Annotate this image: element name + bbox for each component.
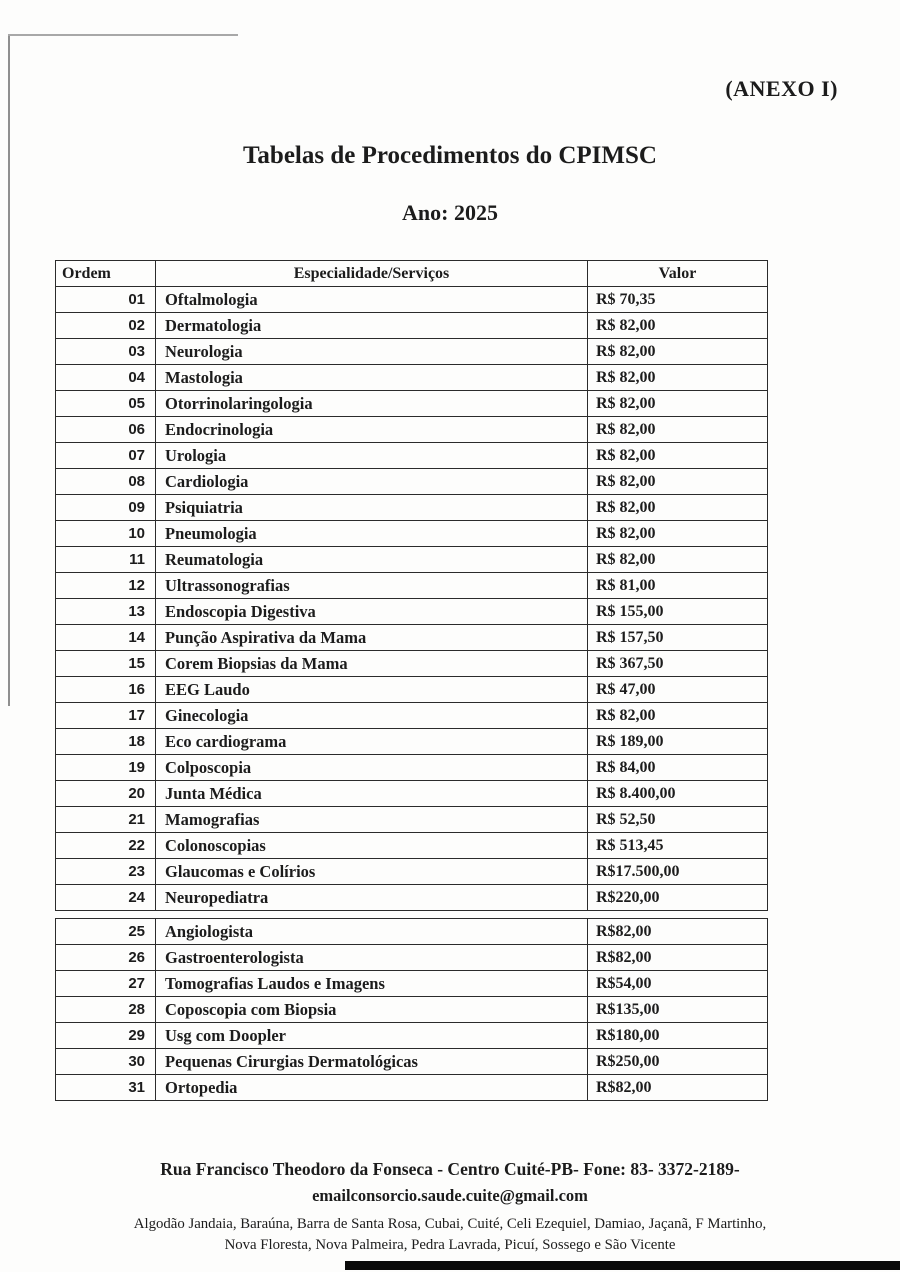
page-footer	[0, 1159, 900, 1254]
cell-especialidade: Pneumologia	[156, 521, 588, 547]
cell-valor: R$ 70,35	[588, 287, 768, 313]
cell-valor: R$ 82,00	[588, 417, 768, 443]
cell-ordem: 05	[56, 391, 156, 417]
cell-ordem: 12	[56, 573, 156, 599]
cell-ordem: 26	[56, 945, 156, 971]
cell-ordem: 25	[56, 919, 156, 945]
table-row	[56, 651, 768, 677]
header-valor: Valor	[588, 261, 768, 287]
table-row	[56, 971, 768, 997]
cell-valor: R$82,00	[588, 945, 768, 971]
cell-ordem: 24	[56, 885, 156, 911]
cell-valor: R$135,00	[588, 997, 768, 1023]
cell-especialidade: Neurologia	[156, 339, 588, 365]
document-year-subtitle: Ano: 2025	[402, 200, 498, 225]
cell-ordem: 30	[56, 1049, 156, 1075]
cell-especialidade: Colonoscopias	[156, 833, 588, 859]
table-row	[56, 391, 768, 417]
footer-email: emailconsorcio.saude.cuite@gmail.com	[312, 1186, 588, 1205]
table-row	[56, 833, 768, 859]
cell-valor: R$ 52,50	[588, 807, 768, 833]
cell-valor: R$ 82,00	[588, 391, 768, 417]
cell-ordem: 04	[56, 365, 156, 391]
cell-valor: R$ 82,00	[588, 521, 768, 547]
cell-especialidade: Ultrassonografias	[156, 573, 588, 599]
table-row	[56, 997, 768, 1023]
cell-especialidade: Eco cardiograma	[156, 729, 588, 755]
cell-especialidade: Endocrinologia	[156, 417, 588, 443]
cell-especialidade: Otorrinolaringologia	[156, 391, 588, 417]
cell-ordem: 09	[56, 495, 156, 521]
cell-valor: R$ 513,45	[588, 833, 768, 859]
table-row	[56, 599, 768, 625]
cell-valor: R$ 81,00	[588, 573, 768, 599]
table-row	[56, 547, 768, 573]
table-row	[56, 1023, 768, 1049]
cell-ordem: 13	[56, 599, 156, 625]
cell-ordem: 19	[56, 755, 156, 781]
cell-especialidade: Psiquiatria	[156, 495, 588, 521]
table-row	[56, 1049, 768, 1075]
cell-ordem: 21	[56, 807, 156, 833]
table-row	[56, 417, 768, 443]
cell-especialidade: Neuropediatra	[156, 885, 588, 911]
cell-especialidade: Mastologia	[156, 365, 588, 391]
table-row	[56, 469, 768, 495]
cell-especialidade: Ginecologia	[156, 703, 588, 729]
table-row	[56, 859, 768, 885]
cell-ordem: 16	[56, 677, 156, 703]
cell-ordem: 15	[56, 651, 156, 677]
cell-ordem: 10	[56, 521, 156, 547]
table-row	[56, 919, 768, 945]
cell-ordem: 31	[56, 1075, 156, 1101]
table-row	[56, 677, 768, 703]
cell-valor: R$ 367,50	[588, 651, 768, 677]
procedures-table-section-2	[55, 918, 768, 1101]
table-row	[56, 365, 768, 391]
cell-especialidade: Pequenas Cirurgias Dermatológicas	[156, 1049, 588, 1075]
cell-especialidade: Gastroenterologista	[156, 945, 588, 971]
cell-ordem: 28	[56, 997, 156, 1023]
cell-especialidade: Colposcopia	[156, 755, 588, 781]
cell-valor: R$ 82,00	[588, 365, 768, 391]
cell-valor: R$ 82,00	[588, 547, 768, 573]
document-title: Tabelas de Procedimentos do CPIMSC	[243, 142, 657, 169]
cell-especialidade: Junta Médica	[156, 781, 588, 807]
cell-especialidade: Urologia	[156, 443, 588, 469]
cell-ordem: 22	[56, 833, 156, 859]
cell-especialidade: Corem Biopsias da Mama	[156, 651, 588, 677]
cell-especialidade: EEG Laudo	[156, 677, 588, 703]
cell-valor: R$54,00	[588, 971, 768, 997]
cell-valor: R$ 84,00	[588, 755, 768, 781]
table-row	[56, 781, 768, 807]
table-row	[56, 729, 768, 755]
cell-especialidade: Punção Aspirativa da Mama	[156, 625, 588, 651]
procedures-table-wrapper	[55, 260, 767, 1101]
cell-valor: R$82,00	[588, 919, 768, 945]
cell-valor: R$ 82,00	[588, 339, 768, 365]
cell-especialidade: Glaucomas e Colírios	[156, 859, 588, 885]
cell-ordem: 06	[56, 417, 156, 443]
cell-valor: R$ 82,00	[588, 443, 768, 469]
procedures-table-section-1	[55, 260, 768, 911]
cell-especialidade: Coposcopia com Biopsia	[156, 997, 588, 1023]
cell-valor: R$17.500,00	[588, 859, 768, 885]
header-especialidade: Especialidade/Serviços	[156, 261, 588, 287]
table-row	[56, 339, 768, 365]
table-row	[56, 521, 768, 547]
cell-valor: R$180,00	[588, 1023, 768, 1049]
table-row	[56, 1075, 768, 1101]
cell-especialidade: Angiologista	[156, 919, 588, 945]
scan-edge-left-line	[8, 34, 10, 706]
cell-ordem: 27	[56, 971, 156, 997]
cell-ordem: 07	[56, 443, 156, 469]
table-row	[56, 287, 768, 313]
table-header-row	[56, 261, 768, 287]
cell-ordem: 01	[56, 287, 156, 313]
scan-artifact-bottom-bar	[345, 1261, 900, 1270]
table-row	[56, 625, 768, 651]
cell-ordem: 03	[56, 339, 156, 365]
cell-especialidade: Usg com Doopler	[156, 1023, 588, 1049]
cell-especialidade: Cardiologia	[156, 469, 588, 495]
cell-especialidade: Endoscopia Digestiva	[156, 599, 588, 625]
table-row	[56, 755, 768, 781]
cell-especialidade: Mamografias	[156, 807, 588, 833]
cell-valor: R$220,00	[588, 885, 768, 911]
cell-ordem: 11	[56, 547, 156, 573]
cell-ordem: 17	[56, 703, 156, 729]
footer-cities-line-1: Algodão Jandaia, Baraúna, Barra de Santa Rosa, Cubai, Cuité, Celi Ezequiel, Damiao, Jaçanã, F Martinho,	[133, 1216, 767, 1232]
cell-valor: R$ 155,00	[588, 599, 768, 625]
table-row	[56, 573, 768, 599]
cell-especialidade: Reumatologia	[156, 547, 588, 573]
annex-label: (ANEXO I)	[725, 76, 838, 101]
cell-especialidade: Ortopedia	[156, 1075, 588, 1101]
table-row	[56, 495, 768, 521]
cell-valor: R$ 82,00	[588, 703, 768, 729]
cell-valor: R$ 82,00	[588, 495, 768, 521]
cell-valor: R$ 82,00	[588, 469, 768, 495]
table-row	[56, 807, 768, 833]
header-ordem: Ordem	[56, 261, 156, 287]
cell-valor: R$ 189,00	[588, 729, 768, 755]
cell-ordem: 02	[56, 313, 156, 339]
cell-ordem: 20	[56, 781, 156, 807]
table-row	[56, 313, 768, 339]
cell-valor: R$ 8.400,00	[588, 781, 768, 807]
cell-valor: R$82,00	[588, 1075, 768, 1101]
cell-valor: R$ 82,00	[588, 313, 768, 339]
cell-especialidade: Dermatologia	[156, 313, 588, 339]
table-row	[56, 885, 768, 911]
footer-address: Rua Francisco Theodoro da Fonseca - Centro Cuité-PB- Fone: 83- 3372-2189-	[160, 1159, 740, 1179]
table-row	[56, 945, 768, 971]
table-row	[56, 443, 768, 469]
cell-valor: R$250,00	[588, 1049, 768, 1075]
scan-edge-top-line	[8, 34, 238, 36]
cell-valor: R$ 157,50	[588, 625, 768, 651]
cell-ordem: 08	[56, 469, 156, 495]
cell-valor: R$ 47,00	[588, 677, 768, 703]
cell-especialidade: Tomografias Laudos e Imagens	[156, 971, 588, 997]
cell-ordem: 14	[56, 625, 156, 651]
cell-ordem: 23	[56, 859, 156, 885]
footer-cities-line-2: Nova Floresta, Nova Palmeira, Pedra Lavrada, Picuí, Sossego e São Vicente	[224, 1237, 676, 1253]
cell-ordem: 29	[56, 1023, 156, 1049]
cell-ordem: 18	[56, 729, 156, 755]
cell-especialidade: Oftalmologia	[156, 287, 588, 313]
table-row	[56, 703, 768, 729]
